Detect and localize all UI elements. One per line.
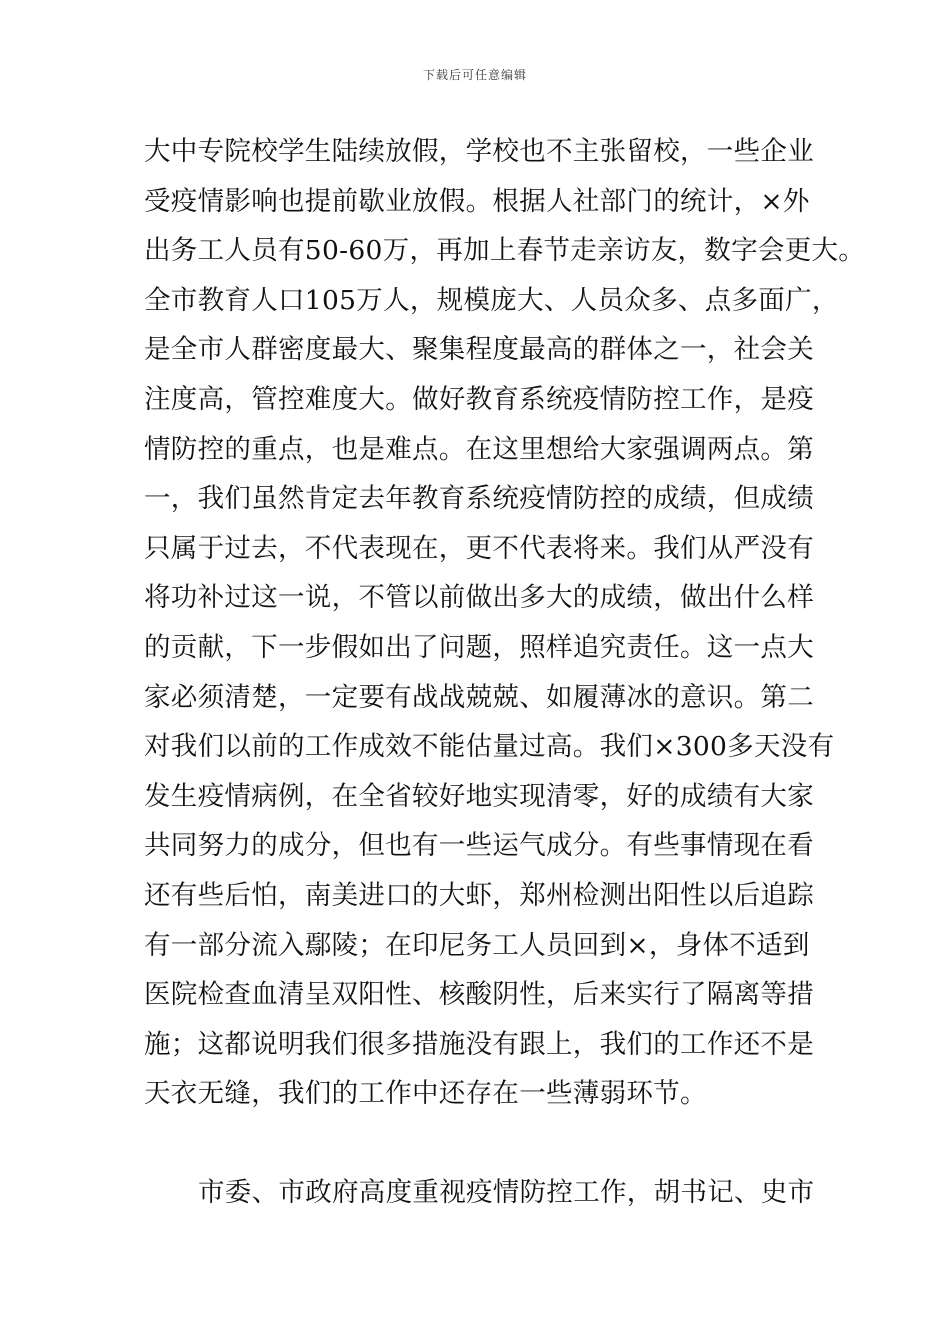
text-line: 全市教育人口105万人，规模庞大、人员众多、点多面广，: [144, 284, 839, 316]
page-header: 下载后可任意编辑: [422, 68, 527, 82]
text-line: 注度高，管控难度大。做好教育系统疫情防控工作，是疫: [144, 383, 814, 415]
text-line: 一，我们虽然肯定去年教育系统疫情防控的成绩，但成绩: [144, 483, 814, 515]
text-line: 将功补过这一说，不管以前做出多大的成绩，做出什么样: [144, 582, 814, 614]
paragraph-gap: [144, 1119, 824, 1169]
text-line: 还有些后怕，南美进口的大虾，郑州检测出阳性以后追踪: [144, 879, 814, 911]
text-line: 共同努力的成分，但也有一些运气成分。有些事情现在看: [144, 830, 814, 862]
paragraph-2: [144, 1168, 824, 1218]
paragraph-1: [144, 127, 866, 1119]
text-line: 医院检查血清呈双阳性、核酸阴性，后来实行了隔离等措: [144, 979, 814, 1011]
text-line: 情防控的重点，也是难点。在这里想给大家强调两点。第: [144, 433, 814, 465]
text-line: 只属于过去，不代表现在，更不代表将来。我们从严没有: [144, 532, 814, 564]
text-line: 家必须清楚，一定要有战战兢兢、如履薄冰的意识。第二: [144, 681, 814, 713]
text-line: 对我们以前的工作成效不能估量过高。我们×300多天没有: [144, 731, 835, 763]
text-line: 发生疫情病例，在全省较好地实现清零，好的成绩有大家: [144, 780, 814, 812]
text-line: 受疫情影响也提前歇业放假。根据人社部门的统计，×外: [144, 185, 810, 217]
text-line: 施；这都说明我们很多措施没有跟上，我们的工作还不是: [144, 1028, 814, 1060]
text-line: 市委、市政府高度重视疫情防控工作，胡书记、史市: [198, 1177, 815, 1209]
text-line: 的贡献，下一步假如出了问题，照样追究责任。这一点大: [144, 631, 814, 663]
body-text: [144, 127, 866, 1218]
text-line: 出务工人员有50-60万，再加上春节走亲访友，数字会更大。: [144, 235, 866, 267]
text-line: 天衣无缝，我们的工作中还存在一些薄弱环节。: [144, 1078, 707, 1110]
text-line: 有一部分流入鄢陵；在印尼务工人员回到×，身体不适到: [144, 929, 810, 961]
text-line: 大中专院校学生陆续放假，学校也不主张留校，一些企业: [144, 136, 814, 167]
text-line: 是全市人群密度最大、聚集程度最高的群体之一，社会关: [144, 334, 814, 366]
